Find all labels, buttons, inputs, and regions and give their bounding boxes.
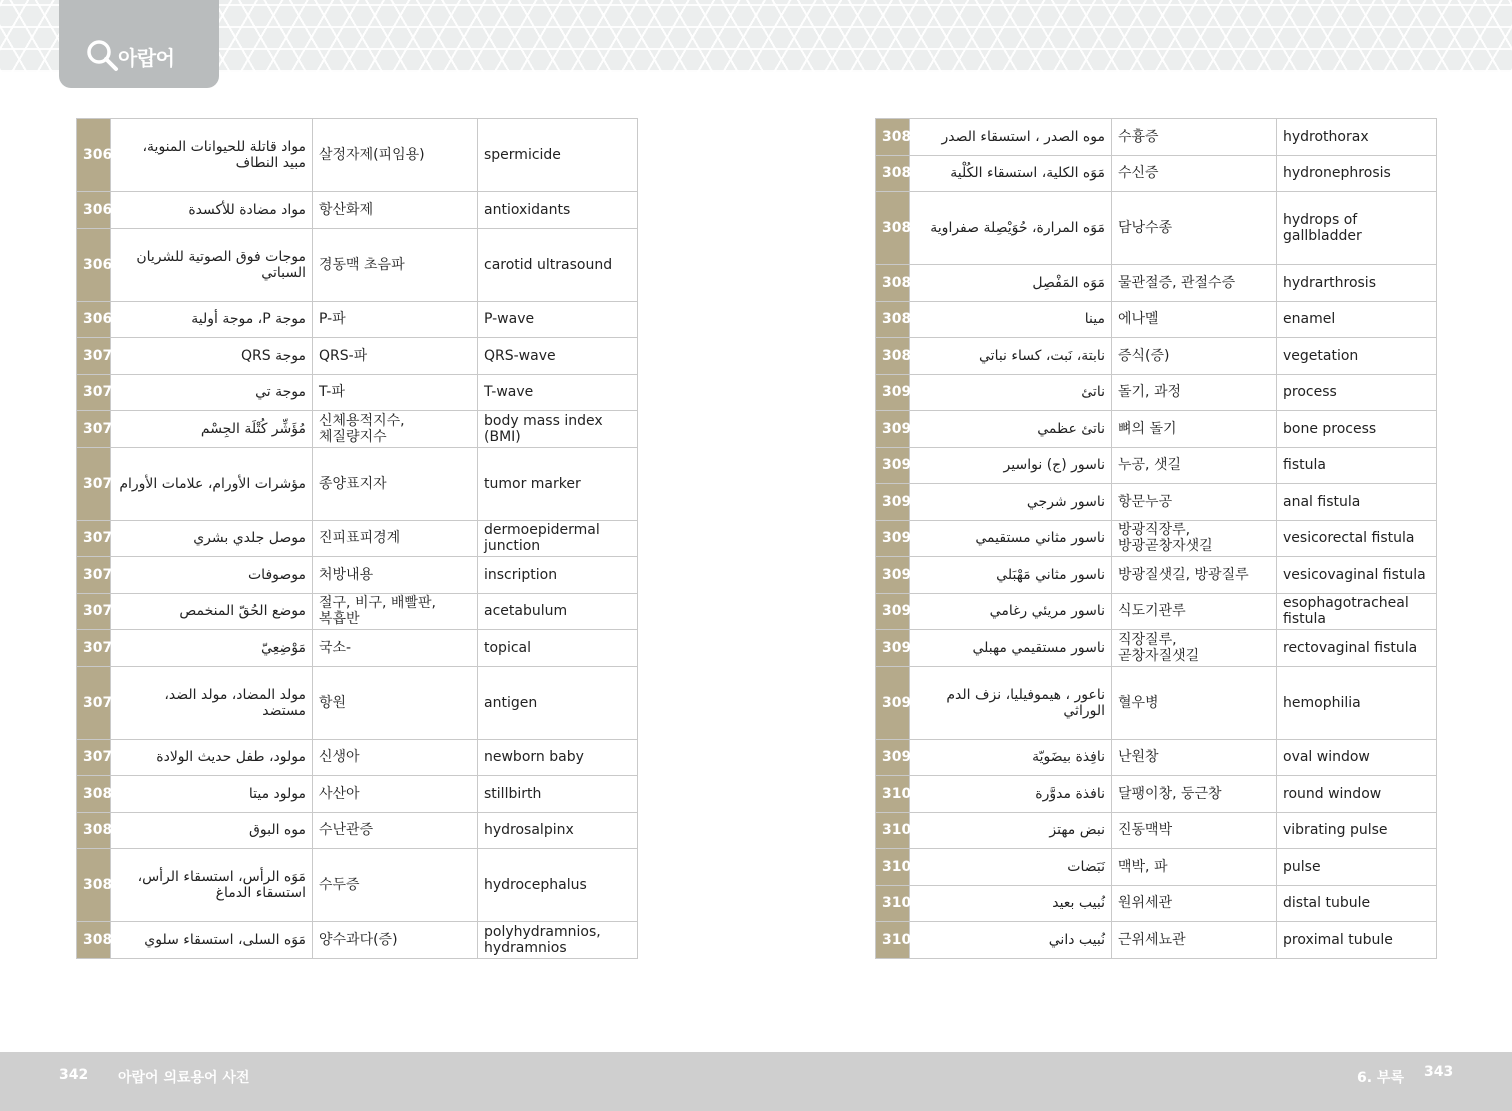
- english-term: proximal tubule: [1277, 922, 1437, 959]
- english-term: vesicovaginal fistula: [1277, 557, 1437, 594]
- entry-number: 3102: [876, 849, 910, 886]
- korean-term: 종양표지자: [313, 447, 478, 520]
- table-row: [77, 447, 638, 520]
- english-term: T-wave: [478, 374, 638, 411]
- korean-term: 살정자제(피임용): [313, 119, 478, 192]
- english-term: body mass index (BMI): [478, 411, 638, 448]
- korean-term: 담낭수종: [1112, 192, 1277, 265]
- table-row: [876, 630, 1437, 667]
- korean-term: 항산화제: [313, 192, 478, 229]
- table-row: [77, 593, 638, 630]
- korean-term: 달팽이창, 둥근창: [1112, 776, 1277, 813]
- entry-number: 3081: [77, 812, 111, 849]
- arabic-term: ناسور مستقيمي مهبلي: [910, 630, 1112, 667]
- korean-term: 수두증: [313, 849, 478, 922]
- entry-number: 3092: [876, 447, 910, 484]
- entry-number: 3075: [77, 557, 111, 594]
- english-term: spermicide: [478, 119, 638, 192]
- arabic-term: مَوْضِعِيّ: [111, 630, 313, 667]
- entry-number: 3089: [876, 338, 910, 375]
- korean-term: 식도기관루: [1112, 593, 1277, 630]
- entry-number: 3068: [77, 228, 111, 301]
- table-row: [77, 557, 638, 594]
- entry-number: 3069: [77, 301, 111, 338]
- table-row: [876, 776, 1437, 813]
- entry-number: 3080: [77, 776, 111, 813]
- english-term: vesicorectal fistula: [1277, 520, 1437, 557]
- arabic-term: ناسور مريئي رغامي: [910, 593, 1112, 630]
- korean-term: 사산아: [313, 776, 478, 813]
- english-term: carotid ultrasound: [478, 228, 638, 301]
- english-term: process: [1277, 374, 1437, 411]
- table-row: [876, 374, 1437, 411]
- entry-number: 3090: [876, 374, 910, 411]
- table-row: [77, 922, 638, 959]
- english-term: acetabulum: [478, 593, 638, 630]
- page-footer: [0, 1052, 1512, 1111]
- arabic-term: مُؤَشِّر كُتْلَة الجِسْم: [111, 411, 313, 448]
- entry-number: 3066: [77, 119, 111, 192]
- arabic-term: موصوفات: [111, 557, 313, 594]
- korean-term: 절구, 비구, 배빨판, 복흡반: [313, 593, 478, 630]
- korean-term: QRS-파: [313, 338, 478, 375]
- english-term: stillbirth: [478, 776, 638, 813]
- table-row: [876, 849, 1437, 886]
- english-term: distal tubule: [1277, 885, 1437, 922]
- korean-term: 수난관증: [313, 812, 478, 849]
- entry-number: 3100: [876, 776, 910, 813]
- english-term: newborn baby: [478, 739, 638, 776]
- table-row: [77, 776, 638, 813]
- entry-number: 3087: [876, 265, 910, 302]
- arabic-term: ناعور ، هيموفيليا، نزف الدم الوراثي: [910, 666, 1112, 739]
- korean-term: 진동맥박: [1112, 812, 1277, 849]
- entry-number: 3083: [77, 922, 111, 959]
- english-term: P-wave: [478, 301, 638, 338]
- arabic-term: ناسور مثاني مستقيمي: [910, 520, 1112, 557]
- korean-term: 뼈의 돌기: [1112, 411, 1277, 448]
- arabic-term: مولد المضاد، مولد الضد، مستضد: [111, 666, 313, 739]
- english-term: tumor marker: [478, 447, 638, 520]
- korean-term: 양수과다(증): [313, 922, 478, 959]
- entry-number: 3067: [77, 192, 111, 229]
- english-term: antioxidants: [478, 192, 638, 229]
- entry-number: 3070: [77, 338, 111, 375]
- korean-term: 국소-: [313, 630, 478, 667]
- entry-number: 3073: [77, 447, 111, 520]
- arabic-term: موجات فوق الصوتية للشريان السباتي: [111, 228, 313, 301]
- english-term: rectovaginal fistula: [1277, 630, 1437, 667]
- header-pattern: [0, 0, 1512, 72]
- korean-term: T-파: [313, 374, 478, 411]
- arabic-term: نبض مهتز: [910, 812, 1112, 849]
- entry-number: 3103: [876, 885, 910, 922]
- korean-term: 처방내용: [313, 557, 478, 594]
- arabic-term: مَوَه الكلية، استسقاء الكُلْية: [910, 155, 1112, 192]
- right-page-number: 343: [1424, 1064, 1454, 1080]
- english-term: hydronephrosis: [1277, 155, 1437, 192]
- entry-number: 3099: [876, 739, 910, 776]
- arabic-term: مواد مضادة للأكسدة: [111, 192, 313, 229]
- korean-term: 항원: [313, 666, 478, 739]
- entry-number: 3085: [876, 155, 910, 192]
- korean-term: 돌기, 과정: [1112, 374, 1277, 411]
- english-term: hydrops of gallbladder: [1277, 192, 1437, 265]
- entry-number: 3082: [77, 849, 111, 922]
- table-row: [876, 666, 1437, 739]
- entry-number: 3072: [77, 411, 111, 448]
- entry-number: 3097: [876, 630, 910, 667]
- korean-term: 근위세뇨관: [1112, 922, 1277, 959]
- table-row: [77, 411, 638, 448]
- table-row: [876, 301, 1437, 338]
- arabic-term: نَبَضات: [910, 849, 1112, 886]
- arabic-term: مواد قاتلة للحيوانات المنوية، مبيد النطاف: [111, 119, 313, 192]
- korean-term: 에나멜: [1112, 301, 1277, 338]
- english-term: vegetation: [1277, 338, 1437, 375]
- table-row: [876, 739, 1437, 776]
- table-row: [876, 411, 1437, 448]
- english-term: enamel: [1277, 301, 1437, 338]
- korean-term: P-파: [313, 301, 478, 338]
- entry-number: 3079: [77, 739, 111, 776]
- korean-term: 신체용적지수, 체질량지수: [313, 411, 478, 448]
- table-row: [77, 520, 638, 557]
- korean-term: 혈우병: [1112, 666, 1277, 739]
- arabic-term: مَوَه المرارة، حُوَيْصِلة صفراوية: [910, 192, 1112, 265]
- table-row: [876, 885, 1437, 922]
- korean-term: 수흉증: [1112, 119, 1277, 156]
- table-row: [77, 812, 638, 849]
- entry-number: 3096: [876, 593, 910, 630]
- english-term: esophagotracheal fistula: [1277, 593, 1437, 630]
- glossary-table-right: [875, 118, 1437, 959]
- english-term: fistula: [1277, 447, 1437, 484]
- table-row: [77, 119, 638, 192]
- arabic-term: موجة تي: [111, 374, 313, 411]
- korean-term: 증식(증): [1112, 338, 1277, 375]
- language-label: 아랍어: [118, 46, 175, 70]
- table-row: [77, 630, 638, 667]
- korean-term: 물관절증, 관절수증: [1112, 265, 1277, 302]
- table-row: [77, 739, 638, 776]
- entry-number: 3101: [876, 812, 910, 849]
- arabic-term: مولود ميتا: [111, 776, 313, 813]
- table-row: [77, 666, 638, 739]
- korean-term: 방광직장루, 방광곧창자샛길: [1112, 520, 1277, 557]
- english-term: pulse: [1277, 849, 1437, 886]
- arabic-term: ناسور شرجي: [910, 484, 1112, 521]
- english-term: antigen: [478, 666, 638, 739]
- arabic-term: نابتة، نَبت، كساء نباتي: [910, 338, 1112, 375]
- table-row: [876, 922, 1437, 959]
- arabic-term: نُبيب بعيد: [910, 885, 1112, 922]
- table-row: [77, 301, 638, 338]
- table-row: [876, 520, 1437, 557]
- left-page-number: 342: [59, 1067, 89, 1083]
- book-title: 아랍어 의료용어 사전: [118, 1070, 250, 1086]
- entry-number: 3104: [876, 922, 910, 959]
- table-row: [77, 338, 638, 375]
- arabic-term: نافذة مدوَّرة: [910, 776, 1112, 813]
- entry-number: 3091: [876, 411, 910, 448]
- korean-term: 방광질샛길, 방광질루: [1112, 557, 1277, 594]
- table-row: [876, 447, 1437, 484]
- arabic-term: موصل جلدي بشري: [111, 520, 313, 557]
- arabic-term: مولود، طفل حديث الولادة: [111, 739, 313, 776]
- table-row: [77, 374, 638, 411]
- korean-term: 직장질루, 곧창자질샛길: [1112, 630, 1277, 667]
- arabic-term: ناسور (ج) نواسير: [910, 447, 1112, 484]
- english-term: topical: [478, 630, 638, 667]
- arabic-term: مَوَه السلى، استسقاء سلوي: [111, 922, 313, 959]
- entry-number: 3088: [876, 301, 910, 338]
- entry-number: 3095: [876, 557, 910, 594]
- entry-number: 3093: [876, 484, 910, 521]
- entry-number: 3074: [77, 520, 111, 557]
- arabic-term: ناتئ عظمي: [910, 411, 1112, 448]
- english-term: hemophilia: [1277, 666, 1437, 739]
- arabic-term: موه الصدر ، استسقاء الصدر: [910, 119, 1112, 156]
- korean-term: 신생아: [313, 739, 478, 776]
- table-row: [876, 265, 1437, 302]
- english-term: QRS-wave: [478, 338, 638, 375]
- arabic-term: موجة P، موجة أولية: [111, 301, 313, 338]
- entry-number: 3071: [77, 374, 111, 411]
- korean-term: 원위세관: [1112, 885, 1277, 922]
- korean-term: 난원창: [1112, 739, 1277, 776]
- korean-term: 누공, 샛길: [1112, 447, 1277, 484]
- search-icon: [85, 38, 119, 72]
- entry-number: 3084: [876, 119, 910, 156]
- section-label: 6. 부록: [1357, 1070, 1404, 1086]
- entry-number: 3086: [876, 192, 910, 265]
- table-row: [876, 593, 1437, 630]
- arabic-term: مؤشرات الأورام، علامات الأورام: [111, 447, 313, 520]
- english-term: dermoepidermal junction: [478, 520, 638, 557]
- english-term: hydrothorax: [1277, 119, 1437, 156]
- arabic-term: موضع الحُقّ المنخمص: [111, 593, 313, 630]
- arabic-term: موه البوق: [111, 812, 313, 849]
- arabic-term: موجة QRS: [111, 338, 313, 375]
- table-row: [876, 155, 1437, 192]
- table-row: [876, 557, 1437, 594]
- entry-number: 3094: [876, 520, 910, 557]
- entry-number: 3077: [77, 630, 111, 667]
- korean-term: 진피표피경계: [313, 520, 478, 557]
- table-row: [876, 812, 1437, 849]
- english-term: hydrosalpinx: [478, 812, 638, 849]
- english-term: hydrocephalus: [478, 849, 638, 922]
- arabic-term: ناسور مثاني مَهْبَلي: [910, 557, 1112, 594]
- english-term: vibrating pulse: [1277, 812, 1437, 849]
- english-term: bone process: [1277, 411, 1437, 448]
- table-row: [876, 484, 1437, 521]
- arabic-term: ناتئ: [910, 374, 1112, 411]
- table-row: [77, 228, 638, 301]
- table-row: [876, 119, 1437, 156]
- entry-number: 3098: [876, 666, 910, 739]
- entry-number: 3076: [77, 593, 111, 630]
- english-term: anal fistula: [1277, 484, 1437, 521]
- english-term: polyhydramnios, hydramnios: [478, 922, 638, 959]
- english-term: round window: [1277, 776, 1437, 813]
- table-row: [876, 192, 1437, 265]
- table-row: [77, 849, 638, 922]
- arabic-term: مَوَه المَفْصِل: [910, 265, 1112, 302]
- entry-number: 3078: [77, 666, 111, 739]
- english-term: hydrarthrosis: [1277, 265, 1437, 302]
- korean-term: 항문누공: [1112, 484, 1277, 521]
- korean-term: 경동맥 초음파: [313, 228, 478, 301]
- arabic-term: مَوَه الرأس، استسقاء الرأس، استسقاء الدماغ: [111, 849, 313, 922]
- arabic-term: نُبيب داني: [910, 922, 1112, 959]
- arabic-term: مينا: [910, 301, 1112, 338]
- english-term: oval window: [1277, 739, 1437, 776]
- korean-term: 맥박, 파: [1112, 849, 1277, 886]
- table-row: [876, 338, 1437, 375]
- english-term: inscription: [478, 557, 638, 594]
- korean-term: 수신증: [1112, 155, 1277, 192]
- arabic-term: نافِذة بيضَويّة: [910, 739, 1112, 776]
- glossary-table-left: [76, 118, 638, 959]
- table-row: [77, 192, 638, 229]
